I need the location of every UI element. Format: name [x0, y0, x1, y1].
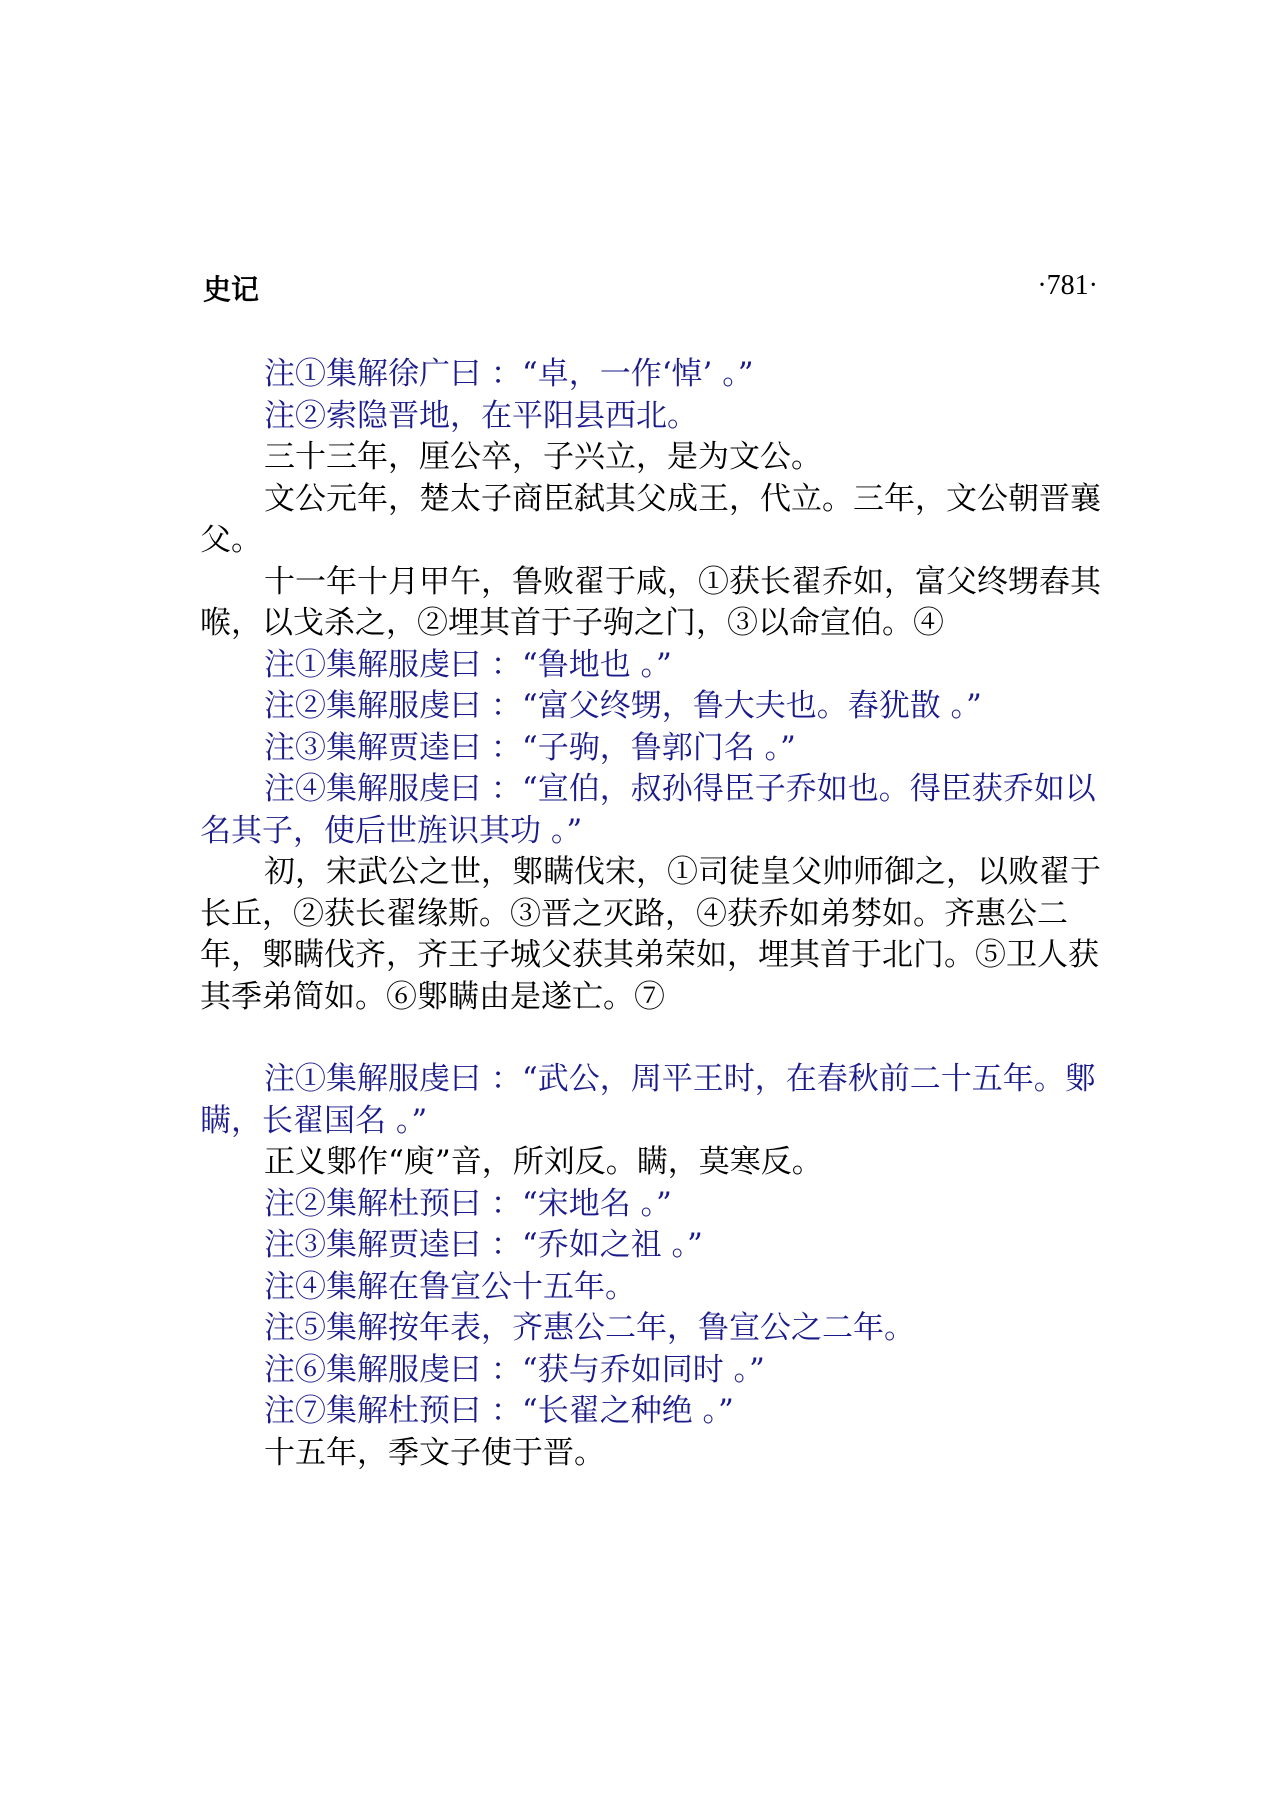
page-number: ·781·: [1037, 270, 1098, 301]
paragraph-gap: [200, 1018, 1120, 1059]
annotation-paragraph: 注③集解贾逵曰 ：“子驹，鲁郭门名 。”: [264, 729, 796, 766]
text-paragraph: 三十三年，厘公卒，子兴立，是为文公。: [264, 439, 822, 475]
annotation-paragraph: 注①集解徐广曰 ：“卓，一作‘悼’ 。”: [264, 356, 754, 392]
page-body: [200, 354, 1120, 1474]
annotation-paragraph: 注③集解贾逵曰 ：“乔如之祖 。”: [264, 1227, 703, 1263]
annotation-paragraph: 注②索隐晋地，在平阳县西北。: [264, 397, 698, 434]
page-header: [203, 268, 1098, 308]
annotation-paragraph: 注⑤集解按年表，齐惠公二年，鲁宣公之二年。: [264, 1310, 915, 1346]
text-paragraph: 正义鄋作“庾”音，所刘反。瞒，莫寒反。: [264, 1144, 823, 1180]
text-paragraph: 初，宋武公之世，鄋瞒伐宋，①司徒皇父帅师御之，以败翟于长丘，②获长翟缘斯。③晋之灭路，④获乔如弟棼如。齐惠公二年，鄋瞒伐齐，齐王子城父获其弟荣如，埋其首于北门。⑤卫人获其季弟简如。⑥鄋瞒由是遂亡。⑦: [200, 854, 1101, 1015]
text-paragraph: 十一年十月甲午，鲁败翟于咸，①获长翟乔如，富父终甥舂其喉，以戈杀之，②埋其首于子驹之门，③以命宣伯。④: [200, 563, 1101, 641]
book-title: 史记: [203, 273, 260, 306]
annotation-paragraph: 注②集解杜预曰 ：“宋地名 。”: [264, 1185, 672, 1222]
annotation-paragraph: 注①集解服虔曰 ：“鲁地也 。”: [264, 646, 672, 683]
text-paragraph: 十五年，季文子使于晋。: [264, 1434, 605, 1471]
annotation-paragraph: 注⑥集解服虔曰 ：“获与乔如同时 。”: [264, 1351, 765, 1388]
annotation-paragraph: 注②集解服虔曰 ：“富父终甥，鲁大夫也。舂犹㪚 。”: [264, 688, 982, 724]
text-paragraph: 文公元年，楚太子商臣弑其父成王，代立。三年，文公朝晋襄父。: [200, 480, 1101, 558]
annotation-paragraph: 注⑦集解杜预曰 ：“长翟之种绝 。”: [264, 1393, 734, 1429]
annotation-paragraph: 注④集解在鲁宣公十五年。: [264, 1268, 636, 1305]
annotation-paragraph: 注④集解服虔曰 ：“宣伯，叔孙得臣子乔如也。得臣获乔如以名其子，使后世旌识其功 。”: [200, 771, 1096, 849]
annotation-paragraph: 注①集解服虔曰 ：“武公，周平王时，在春秋前二十五年。鄋瞒，长翟国名 。”: [200, 1061, 1096, 1139]
